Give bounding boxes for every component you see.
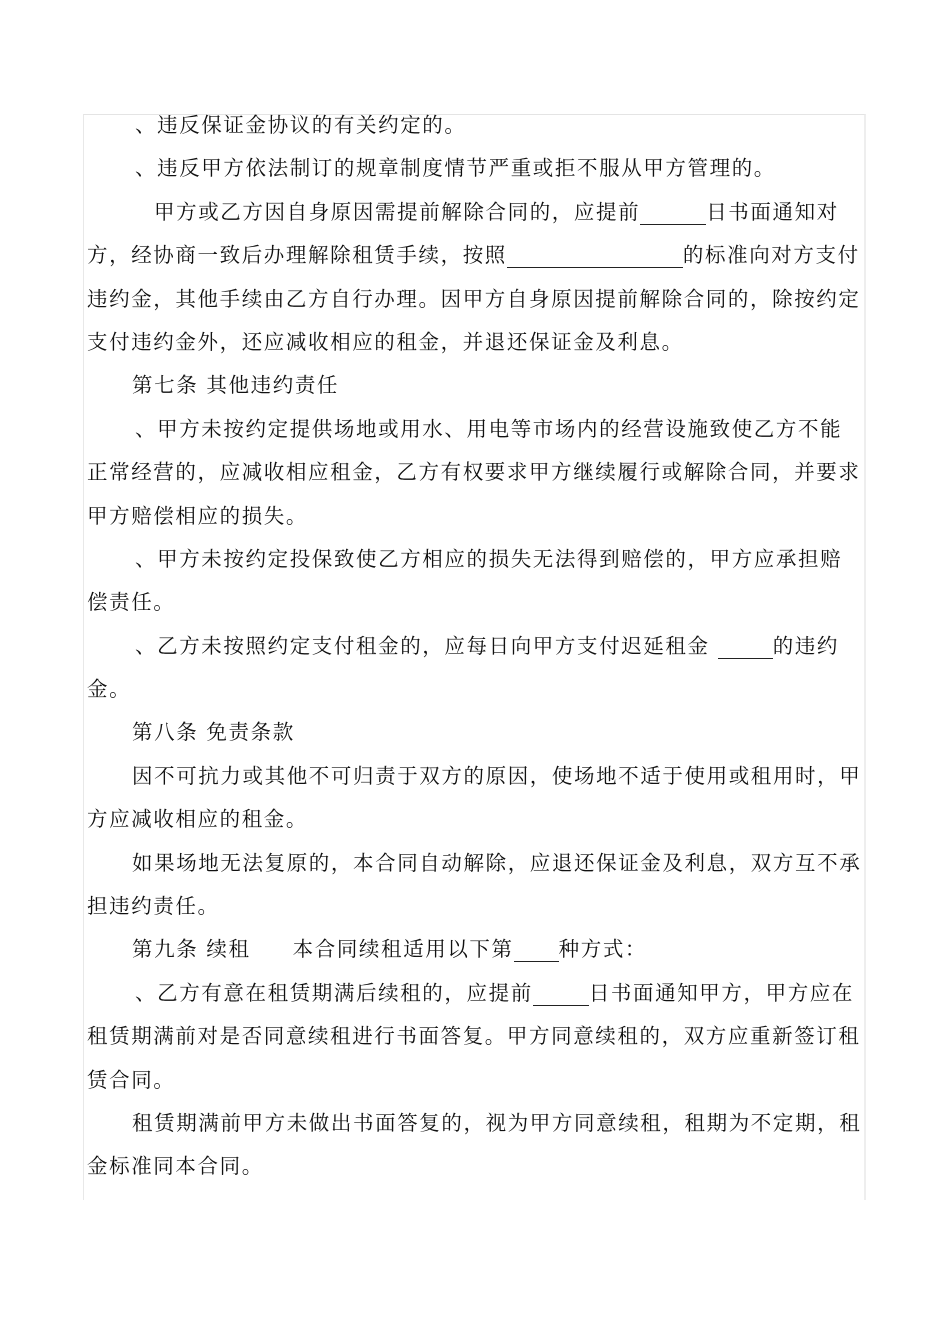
heading-text: 第九条 续租 (132, 937, 251, 962)
top-margin (0, 0, 950, 113)
paragraph-text: 方应减收相应的租金。 (87, 807, 308, 832)
paragraph-text: 的标准向对方支付 (682, 243, 860, 268)
paragraph-text: 种方式： (558, 937, 648, 962)
paragraph-text: 日书面通知甲方，甲方应在 (588, 980, 855, 1005)
paragraph-text: 支付违约金外，还应减收相应的租金，并退还保证金及利息。 (87, 329, 684, 354)
paragraph-renewal-notice-line-1 (87, 972, 865, 1015)
paragraph-text: 担违约责任。 (87, 894, 220, 919)
paragraph-text: 、乙方未按照约定支付租金的，应每日向甲方支付迟延租金 (135, 633, 718, 658)
paragraph-text: 金标准同本合同。 (87, 1154, 264, 1179)
paragraph-text: 、违反甲方依法制订的规章制度情节严重或拒不服从甲方管理的。 (135, 156, 776, 181)
renewal-method-blank[interactable] (514, 939, 559, 962)
paragraph-text: 租赁期满前对是否同意续租进行书面答复。甲方同意续租的，双方应重新签订租 (87, 1024, 861, 1049)
paragraph-facilities-line-1 (87, 408, 865, 451)
paragraph-default-renewal-line-2 (87, 1145, 865, 1188)
paragraph-text: 正常经营的，应减收相应租金，乙方有权要求甲方继续履行或解除合同，并要求 (87, 460, 861, 485)
paragraph-late-rent-line-2 (87, 668, 865, 711)
paragraph-text: 、乙方有意在租赁期满后续租的，应提前 (135, 980, 533, 1005)
paragraph-renewal-notice-line-3 (87, 1059, 865, 1102)
paragraph-renewal-notice-line-2 (87, 1015, 865, 1058)
section-heading-article-9 (87, 928, 865, 971)
heading-text: 第七条 其他违约责任 (132, 373, 340, 398)
paragraph-insurance-line-1 (87, 538, 865, 581)
paragraph-auto-termination-line-1 (87, 842, 865, 885)
paragraph-late-rent-line-1 (87, 625, 865, 668)
paragraph-force-majeure-line-1 (87, 755, 865, 798)
renewal-notice-days-blank[interactable] (533, 983, 589, 1006)
paragraph-text: 赁合同。 (87, 1067, 176, 1092)
paragraph-text: 甲方或乙方因自身原因需提前解除合同的，应提前 (154, 199, 641, 224)
paragraph-early-termination-line-1 (87, 191, 865, 234)
paragraph-text: 金。 (87, 677, 132, 702)
paragraph-facilities-line-2 (87, 451, 865, 494)
document-body (87, 104, 865, 1189)
paragraph-text: 租赁期满前甲方未做出书面答复的，视为甲方同意续租，租期为不定期，租 (132, 1110, 862, 1135)
paragraph-text: 的违约 (772, 633, 840, 658)
paragraph-force-majeure-line-2 (87, 798, 865, 841)
list-item-rules-violation (87, 147, 865, 190)
paragraph-early-termination-line-2 (87, 234, 865, 277)
paragraph-default-renewal-line-1 (87, 1102, 865, 1145)
heading-text: 第八条 免责条款 (132, 720, 295, 745)
section-heading-article-8 (87, 711, 865, 754)
paragraph-early-termination-line-4 (87, 321, 865, 364)
paragraph-text: 甲方赔偿相应的损失。 (87, 503, 308, 528)
paragraph-text: 方，经协商一致后办理解除租赁手续，按照 (87, 243, 507, 268)
paragraph-text: 、甲方未按约定提供场地或用水、用电等市场内的经营设施致使乙方不能 (135, 416, 843, 441)
paragraph-text: 如果场地无法复原的，本合同自动解除，应退还保证金及利息，双方互不承 (132, 850, 862, 875)
paragraph-text: 违约金，其他手续由乙方自行办理。因甲方自身原因提前解除合同的，除按约定 (87, 286, 861, 311)
paragraph-text: 日书面通知对 (706, 199, 839, 224)
paragraph-insurance-line-2 (87, 581, 865, 624)
penalty-standard-blank[interactable] (507, 245, 683, 268)
paragraph-text: 偿责任。 (87, 590, 176, 615)
paragraph-text: 因不可抗力或其他不可归责于双方的原因，使场地不适于使用或租用时，甲 (132, 763, 862, 788)
paragraph-text: 本合同续租适用以下第 (292, 937, 514, 962)
section-heading-article-7 (87, 364, 865, 407)
paragraph-early-termination-line-3 (87, 278, 865, 321)
paragraph-facilities-line-3 (87, 495, 865, 538)
paragraph-text: 、甲方未按约定投保致使乙方相应的损失无法得到赔偿的，甲方应承担赔 (135, 546, 843, 571)
notice-days-blank[interactable] (640, 202, 706, 225)
paragraph-auto-termination-line-2 (87, 885, 865, 928)
late-penalty-rate-blank[interactable] (718, 636, 773, 659)
paragraph-text: 、违反保证金协议的有关约定的。 (135, 113, 467, 137)
